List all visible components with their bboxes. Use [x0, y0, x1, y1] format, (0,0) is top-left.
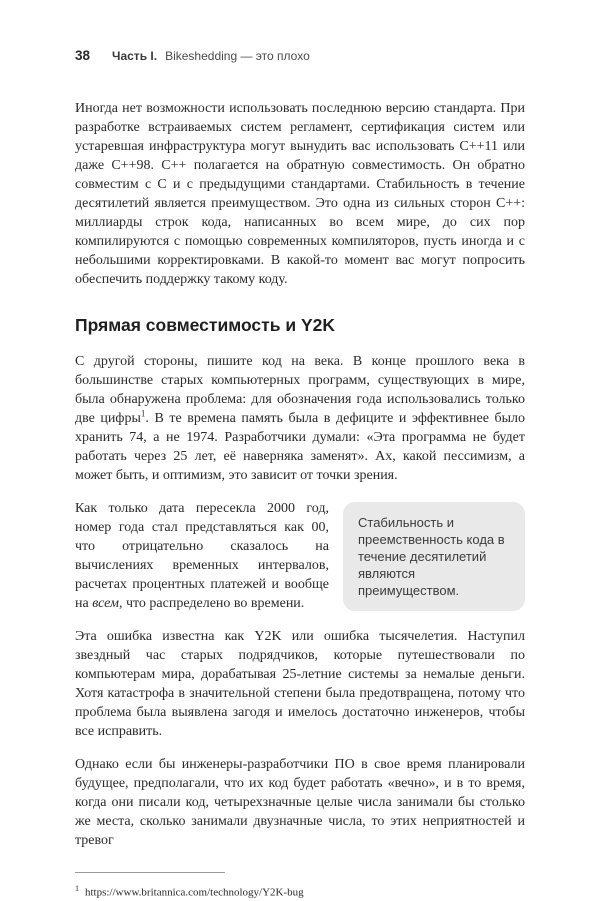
paragraph-however-text: Однако если бы инженеры-разработчики ПО в свое время планировали будущее, предполагали, что их код будет работать «вечно», и в то время, когда они писали код, четырехзначные целые числа занимали бы столько же места, сколько занимали двузначные числа, то этих неприятностей и тревог	[75, 757, 525, 848]
footnote-divider	[75, 872, 225, 873]
part-label: Часть I.	[112, 49, 158, 63]
paragraph-bug	[75, 627, 525, 741]
footnote-marker: 1	[75, 884, 79, 893]
page-number: 38	[75, 48, 91, 63]
running-header	[75, 48, 525, 63]
paragraph-date-text-a: Как только дата пересекла 2000 год, номер года стал представляться как 00, что отрицательно сказалось на вычислениях временных интервалов, расчетах процентных платежей и вообще на	[75, 501, 329, 611]
paragraph-however	[75, 755, 525, 850]
section-heading: Прямая совместимость и Y2K	[75, 315, 335, 335]
paragraph-intro-text: Иногда нет возможности использовать последнюю версию стандарта. При разработке встраиваемых систем регламент, сертификация систем или устаревшая инфраструктура могут вынудить вас использовать C++11 или даже C++98. C++ полагается на обратную совместимость. Он обратно совместим с C и с предыдущими стандартами. Стабильность в течение десятилетий является преимуществом. Это одна из сильных сторон C++: миллиарды строк кода, написанных во всем мире, до сих пор компилируются с помощью современных компиляторов, пусть иногда и с небольшими корректировками. В какой-то момент вас могут попросить обеспечить поддержку такому коду.	[75, 101, 525, 287]
paragraph-intro	[75, 99, 525, 289]
paragraph-bug-text: Эта ошибка известна как Y2K или ошибка тысячелетия. Наступил звездный час старых подрядчиков, которые путешествовали по компьютерам мира, дорабатывая 25-летние системы за немалые деньги. Хотя катастрофа в значительной степени была предотвращена, потому что проблема была выявлена загодя и имелось достаточно инженеров, чтобы все исправить.	[75, 629, 525, 739]
footnote-reference: 1	[140, 408, 146, 419]
footnote-area	[75, 872, 525, 901]
callout-text: Стабильность и преемственность кода в течение десятилетий являются преимуществом.	[358, 515, 505, 598]
paragraph-date-italic-word: всем	[92, 596, 119, 611]
callout-box	[343, 502, 525, 611]
paragraph-date-text-b: , что распределено во времени.	[118, 596, 305, 611]
paragraph-with-callout	[75, 499, 525, 627]
paragraph-y2k-text-a: С другой стороны, пишите код на века. В конце прошлого века в большинстве старых компьютерных программ, существующих в мире, была обнаружена проблема: для обозначения года использовались только две цифры	[75, 354, 525, 426]
footnote-url: https://www.britannica.com/technology/Y2K-bug	[85, 886, 304, 899]
part-title: Bikeshedding — это плохо	[165, 49, 310, 63]
paragraph-y2k	[75, 352, 525, 485]
paragraph-y2k-text-b: . В те времена память была в дефиците и эффективнее было хранить 74, а не 1974. Разработчики думали: «Эта программа не будет работать через 25 лет, её наверняка заменят». Ах, какой пессимизм, а может быть, и оптимизм, это зависит от точки зрения.	[75, 411, 525, 483]
footnote	[75, 881, 525, 901]
